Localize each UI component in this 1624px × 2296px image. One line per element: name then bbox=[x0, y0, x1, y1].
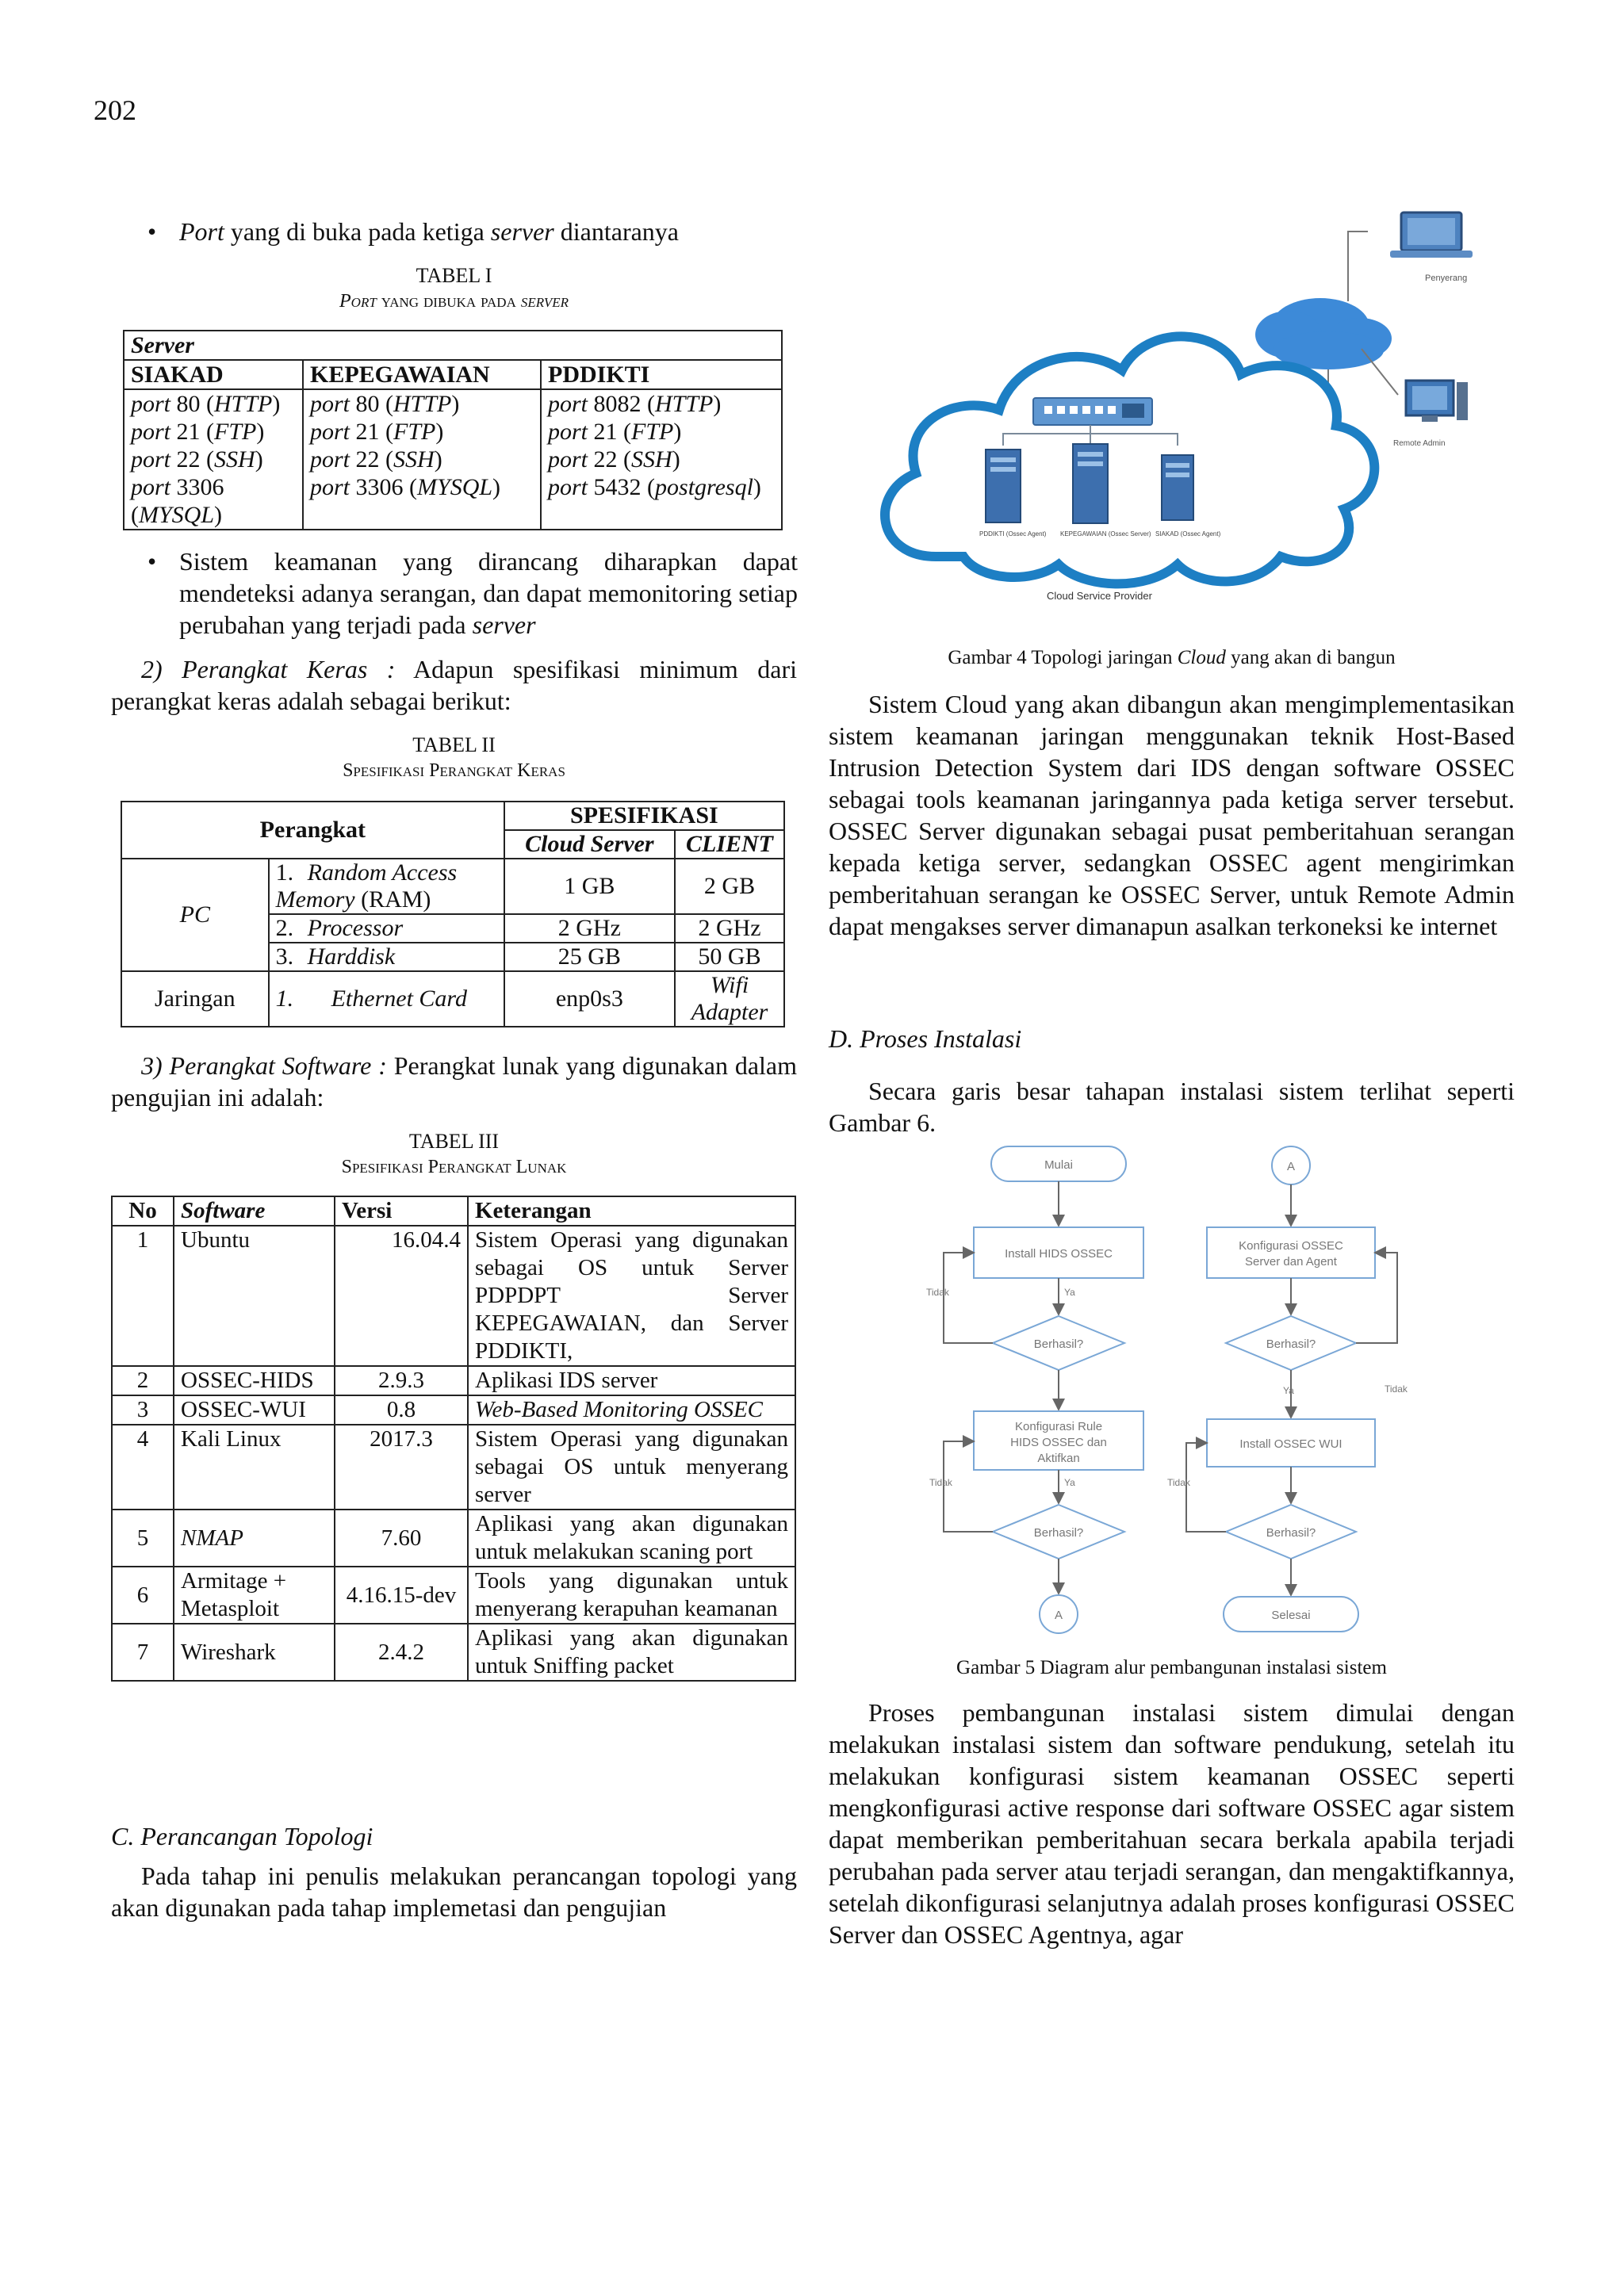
table3-cell-no: 5 bbox=[112, 1510, 174, 1567]
table2-jaringan: Jaringan bbox=[121, 971, 269, 1027]
table2-h-client: CLIENT bbox=[675, 830, 784, 859]
section-perangkat-software: 3) Perangkat Software : Perangkat lunak yang digunakan dalam pengujian ini adalah: bbox=[111, 1051, 798, 1112]
table3-cell-no: 6 bbox=[112, 1567, 174, 1624]
section-perangkat-keras: 2) Perangkat Keras : Adapun spesifikasi minimum dari perangkat keras adalah sebagai berikut: bbox=[111, 655, 798, 715]
table3-h-no: No bbox=[112, 1196, 174, 1226]
table2-cell: Wifi Adapter bbox=[675, 971, 784, 1027]
small-cloud-icon bbox=[1255, 298, 1392, 369]
table-row bbox=[112, 1567, 795, 1624]
table3-cell-keterangan: Aplikasi yang akan digunakan untuk Sniffing packet bbox=[468, 1624, 795, 1681]
table3-h-versi: Versi bbox=[335, 1196, 468, 1226]
table3-cell-versi: 0.8 bbox=[335, 1395, 468, 1425]
table3-cell-keterangan: Sistem Operasi yang digunakan sebagai OS untuk menyerang server bbox=[468, 1425, 795, 1510]
port-entry: port 3306 (MYSQL) bbox=[131, 474, 224, 528]
table2-row-item: 1. Ethernet Card bbox=[269, 971, 504, 1027]
port-entry: port 80 (HTTP) bbox=[131, 391, 281, 417]
table3-cell-keterangan: Web-Based Monitoring OSSEC bbox=[468, 1395, 795, 1425]
flow-text-berhasil: Berhasil? bbox=[1033, 1337, 1084, 1351]
table2-cell: 50 GB bbox=[675, 943, 784, 971]
paragraph-sistem-cloud: Sistem Cloud yang akan dibangun akan mengimplementasikan sistem keamanan jaringan menggunakan teknik Host-Based Intrusion Detection System dari IDS dengan software OSSEC sebagai tools keamanan jaringannya pada ketiga server tersebut. OSSEC Server digunakan sebagai pusat pemberitahuan serangan kepada ketiga server, sedangkan OSSEC agent mengirimkan pemberitahuan serangan ke OSSEC Server, untuk Remote Admin dapat mengakses server dimanapun asalkan terkoneksi ke internet bbox=[829, 690, 1515, 940]
flow-text-konfig-server: Konfigurasi OSSEC bbox=[1239, 1239, 1343, 1253]
table-row bbox=[112, 1366, 795, 1395]
port-entry: port 22 (SSH) bbox=[548, 446, 680, 473]
link-line bbox=[1348, 232, 1368, 301]
flow-text-konfig-server: Server dan Agent bbox=[1245, 1255, 1337, 1269]
flow-text-konfig-rule: Konfigurasi Rule bbox=[1014, 1420, 1103, 1433]
table3-cell-no: 4 bbox=[112, 1425, 174, 1510]
table1-cell-kepegawaian bbox=[303, 389, 541, 530]
table3-h-software: Software bbox=[174, 1196, 335, 1226]
table3-cell-software: NMAP bbox=[174, 1510, 335, 1567]
table3-cell-software: Wireshark bbox=[174, 1624, 335, 1681]
server-icon bbox=[986, 450, 1021, 522]
table3-h-keterangan: Keterangan bbox=[468, 1196, 795, 1226]
port-entry: port 5432 (postgresql) bbox=[548, 474, 761, 500]
table3-cell-versi: 2017.3 bbox=[335, 1425, 468, 1510]
table2-h-spesifikasi: SPESIFIKASI bbox=[504, 802, 784, 830]
port-entry: port 21 (FTP) bbox=[310, 419, 444, 445]
table3-cell-software: Kali Linux bbox=[174, 1425, 335, 1510]
table1-caption: TABEL I Port yang dibuka pada server bbox=[339, 264, 569, 312]
label-penyerang: Penyerang bbox=[1425, 274, 1468, 283]
flow-label-tidak: Tidak bbox=[1385, 1383, 1408, 1395]
port-entry: port 80 (HTTP) bbox=[310, 391, 460, 417]
table3-cell-versi: 16.04.4 bbox=[335, 1226, 468, 1366]
table3-cell-software: OSSEC-HIDS bbox=[174, 1366, 335, 1395]
flow-text-mulai: Mulai bbox=[1044, 1158, 1073, 1172]
flow-label-tidak: Tidak bbox=[1167, 1477, 1190, 1488]
flow-text-berhasil: Berhasil? bbox=[1033, 1526, 1084, 1540]
table3-cell-versi: 7.60 bbox=[335, 1510, 468, 1567]
figure5-caption: Gambar 5 Diagram alur pembangunan instalasi sistem bbox=[956, 1657, 1387, 1678]
table2-h-perangkat: Perangkat bbox=[121, 802, 504, 859]
table3-cell-versi: 2.4.2 bbox=[335, 1624, 468, 1681]
server-icon bbox=[1162, 455, 1193, 520]
table-row bbox=[112, 1395, 795, 1425]
laptop-icon bbox=[1390, 212, 1473, 258]
table2-row-item: 3. Harddisk bbox=[269, 943, 504, 971]
flow-text-konfig-rule: HIDS OSSEC dan bbox=[1010, 1436, 1107, 1449]
port-entry: port 3306 (MYSQL) bbox=[310, 474, 501, 500]
table1-group-header: Server bbox=[124, 331, 782, 360]
table3-cell-no: 2 bbox=[112, 1366, 174, 1395]
flow-text-berhasil: Berhasil? bbox=[1266, 1526, 1316, 1540]
table-ports bbox=[123, 330, 783, 530]
table3-cell-software: Ubuntu bbox=[174, 1226, 335, 1366]
server-icon bbox=[1073, 444, 1108, 523]
table-row bbox=[112, 1624, 795, 1681]
label-server-siakad: SIAKAD (Ossec Agent) bbox=[1155, 530, 1221, 538]
table2-cell: 2 GHz bbox=[504, 914, 675, 943]
label-server-kepegawaian: KEPEGAWAIAN (Ossec Server) bbox=[1060, 530, 1151, 538]
page-number: 202 bbox=[94, 94, 136, 126]
section-d-body: Secara garis besar tahapan instalasi sistem terlihat seperti Gambar 6. bbox=[829, 1077, 1515, 1137]
table2-row-item: 1. Random Access Memory (RAM) bbox=[269, 859, 504, 914]
table1-cell-pddikti bbox=[541, 389, 782, 530]
table3-cell-keterangan: Sistem Operasi yang digunakan sebagai OS untuk Server PDPDPT Server KEPEGAWAIAN, dan Server PDDIKTI, bbox=[468, 1226, 795, 1366]
flow-label-tidak: Tidak bbox=[929, 1477, 952, 1488]
table-software bbox=[111, 1196, 796, 1682]
flow-text-a: A bbox=[1054, 1609, 1063, 1622]
table3-caption: TABEL III Spesifikasi Perangkat Lunak bbox=[341, 1130, 567, 1177]
switch-icon bbox=[1033, 398, 1152, 425]
table3-cell-keterangan: Tools yang digunakan untuk menyerang kerapuhan keamanan bbox=[468, 1567, 795, 1624]
flow-label-ya: Ya bbox=[1064, 1287, 1075, 1298]
table3-cell-no: 3 bbox=[112, 1395, 174, 1425]
flow-text-a: A bbox=[1286, 1160, 1296, 1173]
table2-cell: enp0s3 bbox=[504, 971, 675, 1027]
table1-col-siakad: SIAKAD bbox=[124, 360, 303, 389]
port-entry: port 22 (SSH) bbox=[131, 446, 263, 473]
label-server-pddikti: PDDIKTI (Ossec Agent) bbox=[979, 530, 1047, 538]
flow-process-konfig-server bbox=[1207, 1227, 1375, 1278]
flow-text-install-wui: Install OSSEC WUI bbox=[1239, 1437, 1342, 1451]
table1-col-kepegawaian: KEPEGAWAIAN bbox=[303, 360, 541, 389]
flow-text-install-hids: Install HIDS OSSEC bbox=[1005, 1247, 1113, 1261]
port-entry: port 8082 (HTTP) bbox=[548, 391, 722, 417]
table1-cell-siakad bbox=[124, 389, 303, 530]
table1-col-pddikti: PDDIKTI bbox=[541, 360, 782, 389]
desktop-icon bbox=[1406, 381, 1468, 422]
figure-cloud-topology bbox=[860, 208, 1487, 612]
table2-h-cloud: Cloud Server bbox=[504, 830, 675, 859]
table2-cell: 1 GB bbox=[504, 859, 675, 914]
table3-cell-no: 7 bbox=[112, 1624, 174, 1681]
table3-cell-software: Armitage + Metasploit bbox=[174, 1567, 335, 1624]
paragraph-proses: Proses pembangunan instalasi sistem dimulai dengan melakukan instalasi sistem dan software pendukung, setelah itu melakukan konfigurasi sistem keamanan OSSEC seperti mengkonfigurasi active response dari software OSSEC agar sistem dapat memberikan pemberitahuan secara berkala apabila terjadi perubahan pada server atau terjadi serangan, dan mengaktifkannya, setelah dikonfigurasi selanjutnya adalah proses konfigurasi OSSEC Server dan OSSEC Agentnya, agar bbox=[829, 1698, 1515, 1949]
table2-pc: PC bbox=[121, 859, 269, 971]
table-row bbox=[112, 1226, 795, 1366]
table3-cell-no: 1 bbox=[112, 1226, 174, 1366]
table-row bbox=[112, 1425, 795, 1510]
table2-caption: TABEL II Spesifikasi Perangkat Keras bbox=[343, 733, 565, 781]
table3-cell-software: OSSEC-WUI bbox=[174, 1395, 335, 1425]
flow-label-ya: Ya bbox=[1283, 1385, 1294, 1396]
flow-text-konfig-rule: Aktifkan bbox=[1037, 1452, 1080, 1465]
table3-cell-keterangan: Aplikasi IDS server bbox=[468, 1366, 795, 1395]
figure4-caption: Gambar 4 Topologi jaringan Cloud yang akan di bangun bbox=[948, 647, 1396, 668]
table2-cell: 2 GB bbox=[675, 859, 784, 914]
table2-row-item: 2. Processor bbox=[269, 914, 504, 943]
table3-cell-versi: 4.16.15-dev bbox=[335, 1567, 468, 1624]
big-cloud-icon bbox=[885, 336, 1374, 584]
section-c-body: Pada tahap ini penulis melakukan perancangan topologi yang akan digunakan pada tahap implemetasi dan pengujian bbox=[111, 1862, 797, 1922]
table-row bbox=[112, 1510, 795, 1567]
flow-text-selesai: Selesai bbox=[1271, 1609, 1311, 1622]
figure-flowchart bbox=[912, 1140, 1419, 1647]
label-cloud-provider: Cloud Service Provider bbox=[1047, 590, 1152, 602]
table3-cell-versi: 2.9.3 bbox=[335, 1366, 468, 1395]
section-c-heading: C. Perancangan Topologi bbox=[111, 1822, 373, 1850]
table-hardware bbox=[121, 801, 785, 1027]
section-d-heading: D. Proses Instalasi bbox=[829, 1024, 1022, 1053]
flow-text-berhasil: Berhasil? bbox=[1266, 1337, 1316, 1351]
table2-cell: 2 GHz bbox=[675, 914, 784, 943]
label-remote-admin: Remote Admin bbox=[1393, 439, 1446, 448]
port-entry: port 22 (SSH) bbox=[310, 446, 442, 473]
flow-label-tidak: Tidak bbox=[926, 1287, 949, 1298]
table3-cell-keterangan: Aplikasi yang akan digunakan untuk melakukan scaning port bbox=[468, 1510, 795, 1567]
flow-label-ya: Ya bbox=[1064, 1477, 1075, 1488]
port-entry: port 21 (FTP) bbox=[548, 419, 682, 445]
table2-cell: 25 GB bbox=[504, 943, 675, 971]
port-entry: port 21 (FTP) bbox=[131, 419, 265, 445]
